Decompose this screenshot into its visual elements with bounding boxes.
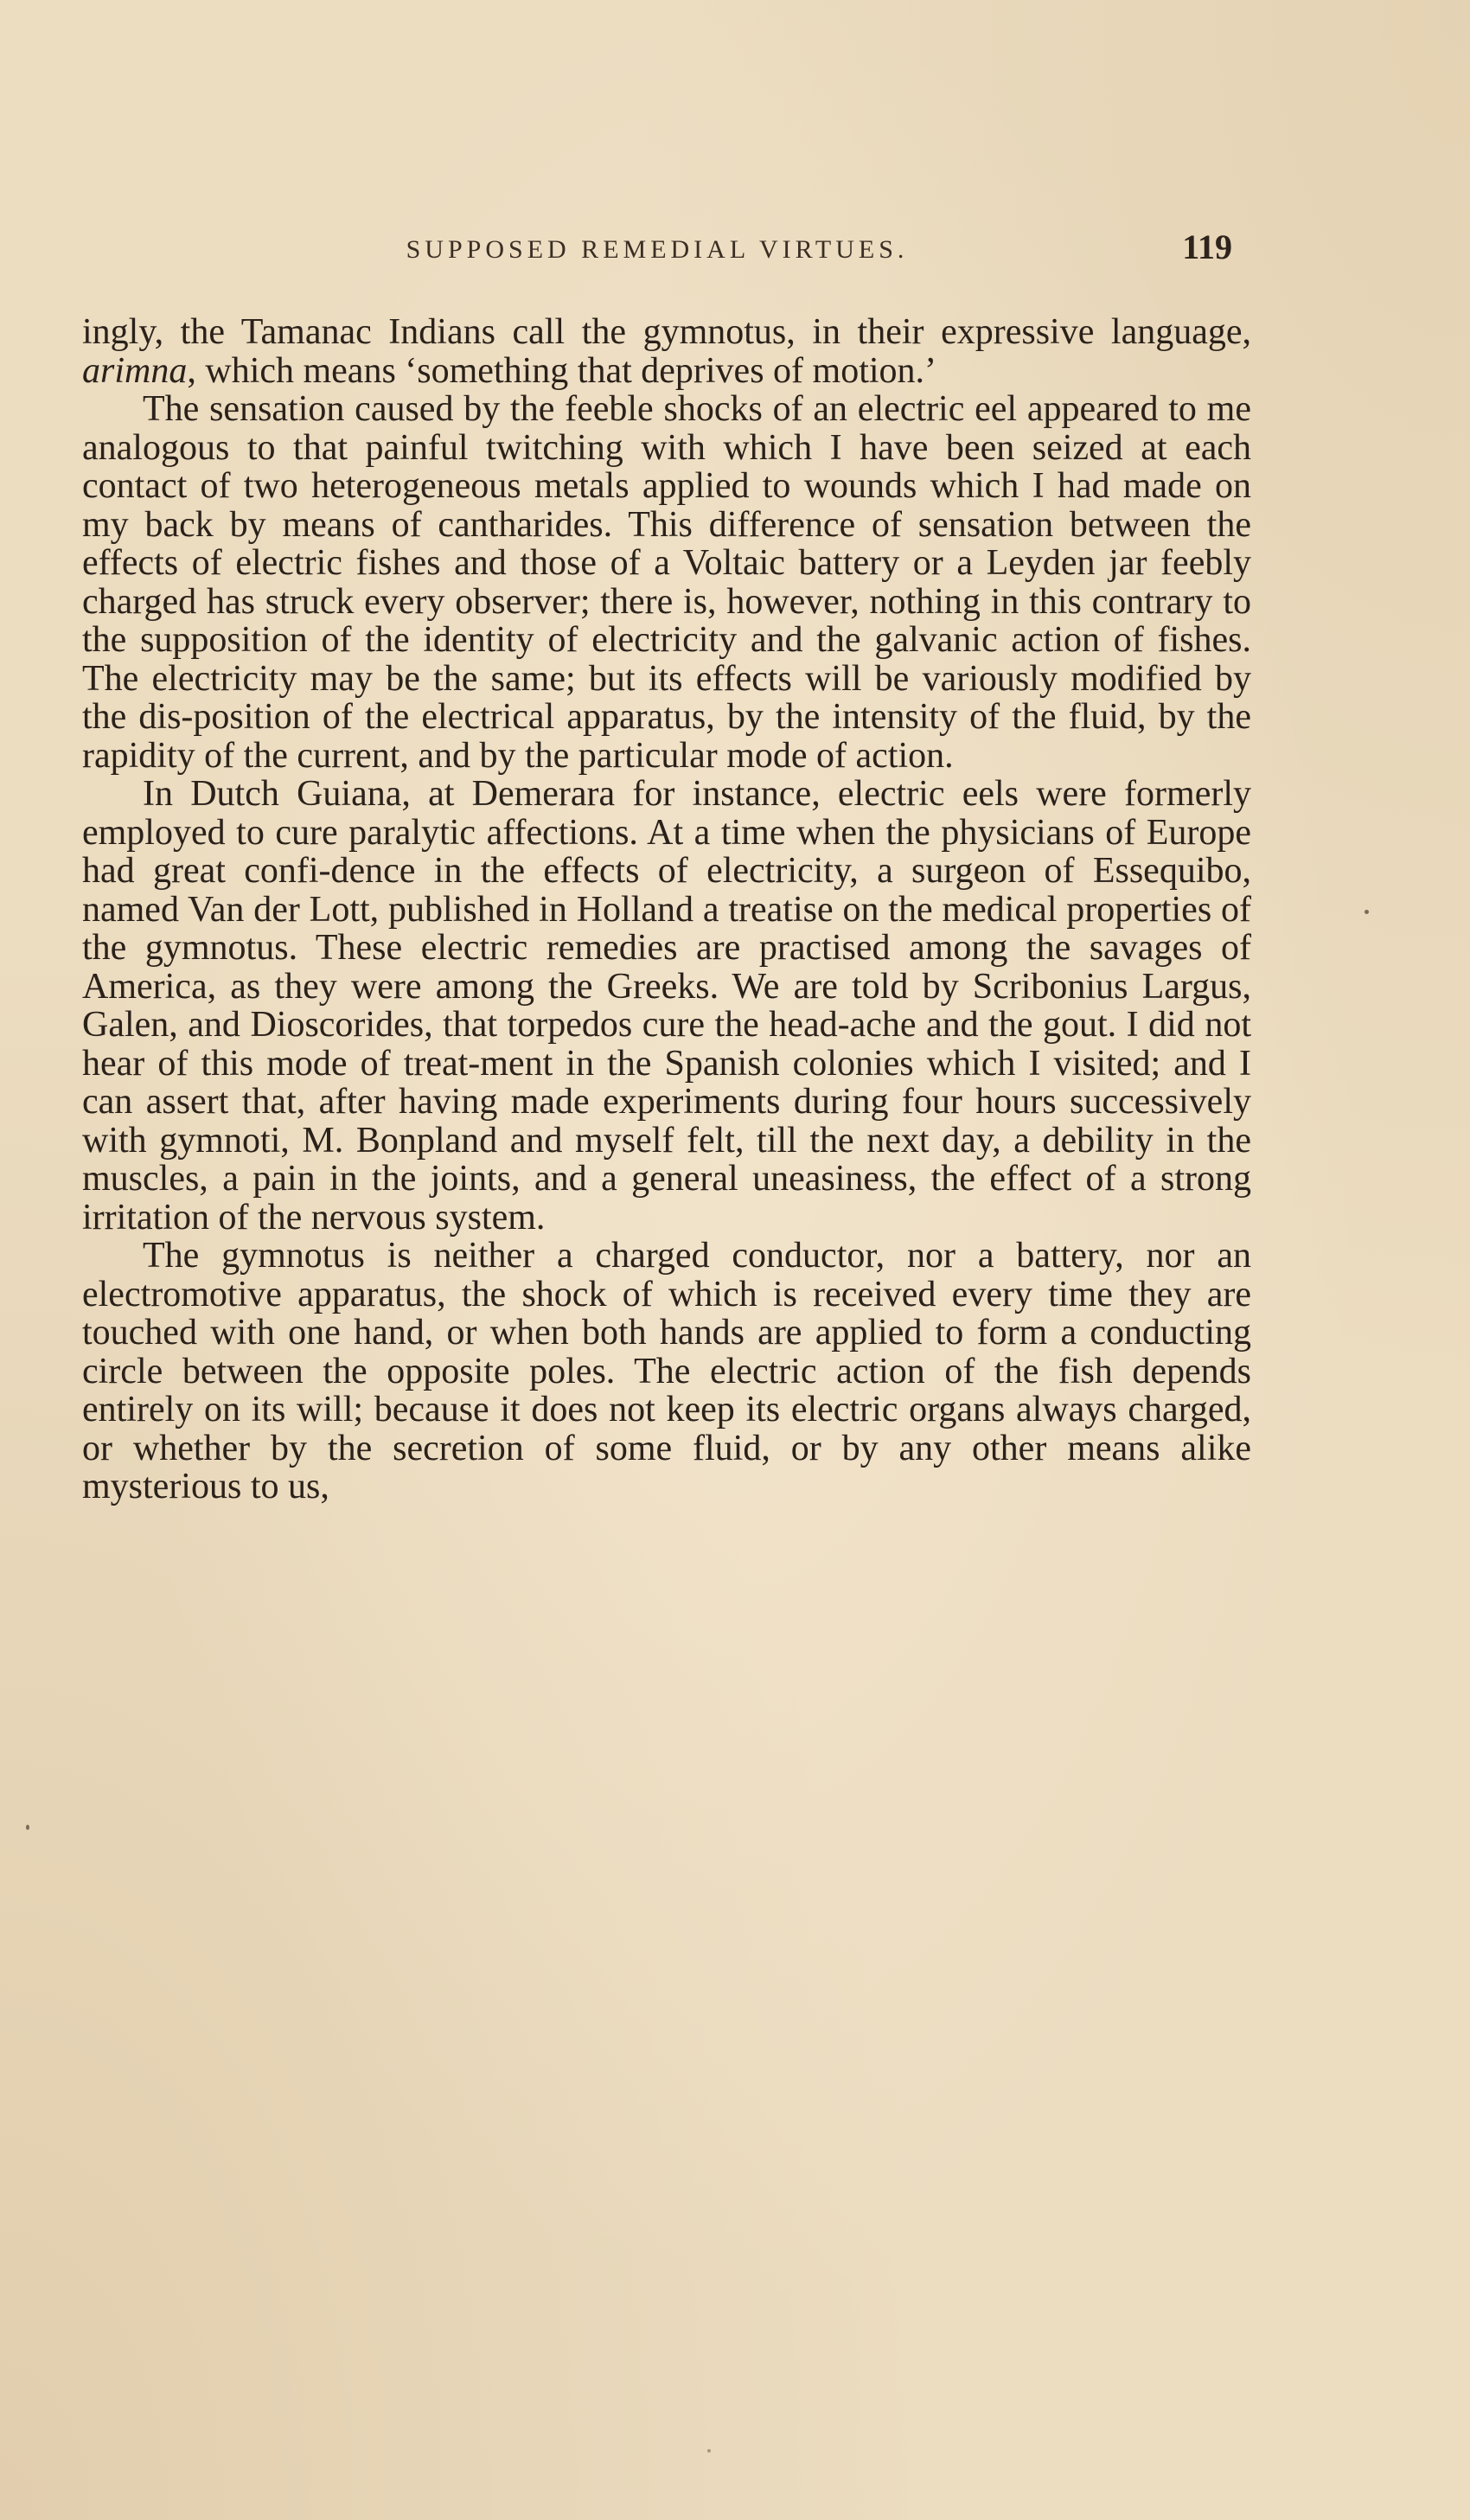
- paragraph-3: In Dutch Guiana, at Demerara for instance, electric eels were formerly employed to cure paralytic affections. At a time when the physicians of Europe had great confi-dence in the effects of electricity, a surgeon of Essequibo, named Van der Lott, published in Holland a treatise on the medical properties of the gymnotus. These electric remedies are practised among the savages of America, as they were among the Greeks. We are told by Scribonius Largus, Galen, and Dioscorides, that torpedos cure the head-ache and the gout. I did not hear of this mode of treat-ment in the Spanish colonies which I visited; and I can assert that, after having made experiments during four hours successively with gymnoti, M. Bonpland and myself felt, till the next day, a debility in the muscles, a pain in the joints, and a general uneasiness, the effect of a strong irritation of the nervous system.: [82, 774, 1251, 1238]
- italic-word-arimna: arimna: [82, 350, 188, 391]
- paragraph-1-text-start: ingly, the Tamanac Indians call the gymnotus, in their expressive language,: [82, 312, 1251, 352]
- page-number: 119: [1182, 227, 1232, 266]
- paragraph-2: The sensation caused by the feeble shocks of an electric eel appeared to me analogous to that painful twitching with which I have been seized at each contact of two heterogeneous metals applied to wounds which I had made on my back by means of cantharides. This difference of sensation between the effects of electric fishes and those of a Voltaic battery or a Leyden jar feebly charged has struck every observer; there is, however, nothing in this contrary to the supposition of the identity of electricity and the galvanic action of fishes. The electricity may be the same; but its effects will be variously modified by the dis-position of the electrical apparatus, by the intensity of the fluid, by the rapidity of the current, and by the particular mode of action.: [82, 389, 1251, 776]
- paper-speck: [707, 2449, 711, 2453]
- paragraph-1-text-end: , which means ‘something that deprives of motion.’: [187, 350, 937, 391]
- paper-speck: [1365, 910, 1369, 914]
- paragraph-4: The gymnotus is neither a charged conductor, nor a battery, nor an electromotive apparatus, the shock of which is received every time they are touched with one hand, or when both hands are applied to form a conducting circle between the opposite poles. The electric action of the fish depends entirely on its will; because it does not keep its electric organs always charged, or whether by the secretion of some fluid, or by any other means alike mysterious to us,: [82, 1236, 1251, 1506]
- paper-speck: [26, 1825, 29, 1830]
- body-text: [82, 313, 1251, 1506]
- running-head: [82, 227, 1232, 270]
- running-title: SUPPOSED REMEDIAL VIRTUES.: [406, 235, 909, 264]
- paragraph-1: [82, 313, 1251, 390]
